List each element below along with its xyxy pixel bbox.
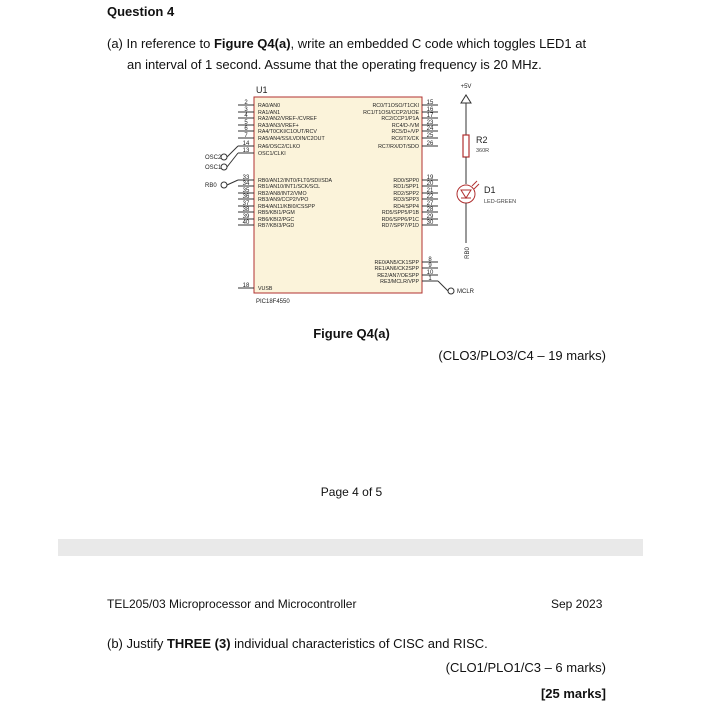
pin-number: 3 xyxy=(244,107,248,113)
resistor-body xyxy=(463,135,469,157)
pin-number: 34 xyxy=(242,181,250,187)
net-terminal xyxy=(448,288,454,294)
net-wire xyxy=(227,180,238,185)
pin-number: 17 xyxy=(426,113,434,119)
pin-label: RD7/SPP7/P1D xyxy=(381,223,419,229)
pin-label: RD5/SPP5/P1B xyxy=(381,210,419,216)
pin-label: RA2/AN2/VREF-/CVREF xyxy=(258,116,317,122)
pin-label: RA6/OSC2/CLKO xyxy=(258,144,301,150)
power-arrow xyxy=(461,95,471,103)
pin-number: 5 xyxy=(244,120,248,126)
resistor-reference: R2 xyxy=(476,135,488,145)
pin-label: RC1/T1OSI/CCP2/UOE xyxy=(363,110,419,116)
pin-number: 13 xyxy=(242,148,250,154)
net-label-mclr: MCLR xyxy=(457,289,475,295)
part-b-text xyxy=(107,636,488,651)
pin-label: RD4/SPP4 xyxy=(393,204,419,210)
pin-number: 14 xyxy=(242,141,250,147)
pin-label: RA4/T0CKI/C1OUT/RCV xyxy=(258,129,317,135)
pin-number: 40 xyxy=(242,220,250,226)
pin-label: RC0/T1OSO/T1CKI xyxy=(372,103,419,109)
pin-number: 28 xyxy=(426,207,434,213)
pin-label: RA0/AN0 xyxy=(258,103,281,109)
pin-number: 19 xyxy=(426,175,434,181)
pin-label: OSC1/CLKI xyxy=(258,151,286,157)
led-type: LED-GREEN xyxy=(484,199,517,205)
net-wire xyxy=(438,281,448,291)
pin-number: 2 xyxy=(244,100,248,106)
pin-number: 26 xyxy=(426,141,434,147)
figure-reference: Figure Q4(a) xyxy=(213,36,291,51)
part-a-marks: (CLO3/PLO3/C4 – 19 marks) xyxy=(438,348,606,363)
chip-reference: U1 xyxy=(256,85,268,95)
pin-label: RB4/AN11/KBI0/CSSPP xyxy=(258,204,316,210)
pin-label: RA1/AN1 xyxy=(258,110,281,116)
pin-label: RC4/D-/VM xyxy=(391,123,419,129)
pin-number: 35 xyxy=(242,188,250,194)
page-divider xyxy=(58,539,643,556)
pin-number: 10 xyxy=(426,270,434,276)
question-title: Question 4 xyxy=(107,4,175,19)
resistor-value: 360R xyxy=(476,148,490,154)
led-light-arrow xyxy=(472,181,477,186)
pin-label: RD0/SPP0 xyxy=(393,178,419,184)
supply-label: +5V xyxy=(460,84,472,90)
pin-label: RD6/SPP6/P1C xyxy=(381,217,419,223)
pin-label: RB1/AN10/INT1/SCK/SCL xyxy=(258,184,321,190)
pin-label: RB2/AN8/INT2/VMO xyxy=(258,191,307,197)
net-label-osc2: OSC2 xyxy=(205,155,222,161)
pin-number: 7 xyxy=(244,133,248,139)
led-reference: D1 xyxy=(484,185,496,195)
pin-number: 4 xyxy=(244,113,248,119)
net-label-osc1: OSC1 xyxy=(205,165,222,171)
pin-number: 25 xyxy=(426,133,434,139)
pin-number: 36 xyxy=(242,194,250,200)
pin-label: RE2/AN7/OESPP xyxy=(377,273,419,279)
pin-label: RB3/AN9/CCP2/VPO xyxy=(258,197,309,203)
pin-number: 37 xyxy=(242,201,250,207)
pin-number: 18 xyxy=(242,283,250,289)
pin-label: RE1/AN6/CK2SPP xyxy=(374,266,419,272)
part-b-suffix: individual characteristics of CISC and RISC. xyxy=(230,636,488,651)
net-label-rb0-led: RB0 xyxy=(465,247,471,259)
chip-part-number: PIC18F4550 xyxy=(256,299,290,305)
pin-number: 8 xyxy=(428,257,432,263)
part-b-marks: (CLO1/PLO1/C3 – 6 marks) xyxy=(445,660,606,675)
net-terminal xyxy=(221,164,227,170)
pin-number: 33 xyxy=(242,175,250,181)
net-terminal xyxy=(221,182,227,188)
pin-label: RB0/AN12/INT0/FLT0/SDI/SDA xyxy=(258,178,333,184)
course-header: TEL205/03 Microprocessor and Microcontroller xyxy=(107,597,357,611)
net-terminal xyxy=(221,154,227,160)
pin-number: 16 xyxy=(426,107,434,113)
part-a-line-2: an interval of 1 second. Assume that the operating frequency is 20 MHz. xyxy=(127,57,542,72)
part-a-prefix: (a) In reference to xyxy=(107,36,214,51)
part-b-bold: THREE (3) xyxy=(166,636,231,651)
exam-date: Sep 2023 xyxy=(551,597,603,611)
pin-number: 23 xyxy=(426,120,434,126)
led-light-arrow xyxy=(474,184,479,189)
pin-label: RB6/KBI2/PGC xyxy=(258,217,295,223)
pin-label: VUSB xyxy=(258,286,273,292)
part-b-prefix: (b) Justify xyxy=(107,636,167,651)
pin-label: RB7/KBI3/PGD xyxy=(258,223,295,229)
pin-label: RA3/AN3/VREF+ xyxy=(258,123,299,129)
pin-label: RC7/RX/DT/SDO xyxy=(378,144,419,150)
circuit-schematic xyxy=(0,0,703,320)
pin-label: RC5/D+/VP xyxy=(391,129,419,135)
figure-caption: Figure Q4(a) xyxy=(313,326,390,341)
pin-label: RE0/AN5/CK1SPP xyxy=(374,260,419,266)
net-label-rb0: RB0 xyxy=(205,183,217,189)
pin-label: RD3/SPP3 xyxy=(393,197,419,203)
pin-label: RA5/AN4/SS/LVDIN/C2OUT xyxy=(258,136,325,142)
pin-number: 15 xyxy=(426,100,434,106)
pin-number: 39 xyxy=(242,214,250,220)
pin-label: RC2/CCP1/P1A xyxy=(381,116,419,122)
pin-number: 38 xyxy=(242,207,250,213)
pin-number: 27 xyxy=(426,201,434,207)
pin-label: RE3/MCLR/VPP xyxy=(380,279,419,285)
pin-number: 24 xyxy=(426,126,434,132)
pin-number: 1 xyxy=(428,276,432,282)
total-marks: [25 marks] xyxy=(540,686,606,701)
part-a-suffix: , write an embedded C code which toggles LED1 at xyxy=(290,36,587,51)
pin-label: RB5/KBI1/PGM xyxy=(258,210,295,216)
pin-number: 22 xyxy=(426,194,434,200)
pin-label: RC6/TX/CK xyxy=(391,136,419,142)
pin-number: 29 xyxy=(426,214,434,220)
pin-number: 20 xyxy=(426,181,434,187)
page-number: Page 4 of 5 xyxy=(320,485,383,499)
pin-number: 30 xyxy=(426,220,434,226)
pin-number: 21 xyxy=(426,188,434,194)
pin-label: RD2/SPP2 xyxy=(393,191,419,197)
pin-label: RD1/SPP1 xyxy=(393,184,419,190)
pin-number: 9 xyxy=(428,263,432,269)
pin-number: 6 xyxy=(244,126,248,132)
